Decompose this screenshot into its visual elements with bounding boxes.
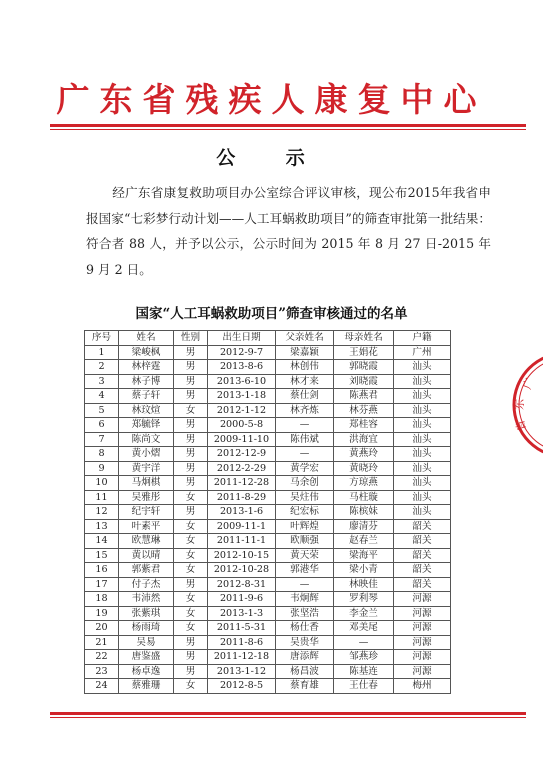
cell-name: 林玟煊 <box>119 403 174 418</box>
cell-father: 叶辉煌 <box>276 519 334 534</box>
cell-index: 23 <box>85 664 119 679</box>
cell-birthdate: 2013-6-10 <box>208 374 276 389</box>
cell-hometown: 汕头 <box>394 432 451 447</box>
cell-mother: 郑桂容 <box>334 418 394 433</box>
cell-mother: 王娟花 <box>334 345 394 360</box>
cell-index: 18 <box>85 592 119 607</box>
cell-hometown: 河源 <box>394 635 451 650</box>
cell-gender: 女 <box>174 548 208 563</box>
cell-index: 9 <box>85 461 119 476</box>
cell-gender: 男 <box>174 418 208 433</box>
cell-name: 陈尚文 <box>119 432 174 447</box>
cell-hometown: 汕头 <box>394 505 451 520</box>
cell-mother: 刘晓霞 <box>334 374 394 389</box>
table-row <box>85 461 451 476</box>
cell-index: 21 <box>85 635 119 650</box>
cell-father: 吴贵华 <box>276 635 334 650</box>
cell-name: 林子博 <box>119 374 174 389</box>
cell-birthdate: 2011-11-1 <box>208 534 276 549</box>
cell-gender: 男 <box>174 374 208 389</box>
table-row <box>85 519 451 534</box>
cell-father: 唐添辉 <box>276 650 334 665</box>
cell-index: 6 <box>85 418 119 433</box>
cell-name: 杨卓逸 <box>119 664 174 679</box>
cell-mother: 罗利琴 <box>334 592 394 607</box>
cell-mother: 梁小青 <box>334 563 394 578</box>
cell-hometown: 河源 <box>394 592 451 607</box>
cell-hometown: 韶关 <box>394 519 451 534</box>
cell-name: 张紫琪 <box>119 606 174 621</box>
footer-rule-thick <box>50 712 526 715</box>
cell-father: 张坚浩 <box>276 606 334 621</box>
letterhead-rule-thin <box>50 129 526 130</box>
cell-index: 4 <box>85 389 119 404</box>
cell-index: 16 <box>85 563 119 578</box>
cell-index: 12 <box>85 505 119 520</box>
cell-gender: 女 <box>174 606 208 621</box>
cell-name: 欧慧琳 <box>119 534 174 549</box>
cell-mother: 黄晓玲 <box>334 461 394 476</box>
cell-birthdate: 2011-12-18 <box>208 650 276 665</box>
cell-mother: 梁海平 <box>334 548 394 563</box>
cell-index: 24 <box>85 679 119 694</box>
cell-birthdate: 2013-8-6 <box>208 360 276 375</box>
cell-gender: 女 <box>174 490 208 505</box>
official-seal <box>508 330 543 480</box>
letterhead-rule-thick <box>50 124 526 127</box>
col-header-father: 父亲姓名 <box>276 331 334 346</box>
cell-hometown: 河源 <box>394 650 451 665</box>
cell-father: 蔡仕剑 <box>276 389 334 404</box>
cell-gender: 女 <box>174 592 208 607</box>
cell-name: 梁峻枫 <box>119 345 174 360</box>
cell-gender: 女 <box>174 534 208 549</box>
cell-gender: 男 <box>174 505 208 520</box>
cell-name: 黄小熠 <box>119 447 174 462</box>
col-header-mother: 母亲姓名 <box>334 331 394 346</box>
cell-mother: 林映佳 <box>334 577 394 592</box>
notice-title: 公 示 <box>216 147 327 169</box>
table-row <box>85 447 451 462</box>
cell-gender: 女 <box>174 621 208 636</box>
cell-father: 马余创 <box>276 476 334 491</box>
cell-name: 韦沛然 <box>119 592 174 607</box>
table-row <box>85 621 451 636</box>
cell-hometown: 汕头 <box>394 374 451 389</box>
cell-mother: 邹燕珍 <box>334 650 394 665</box>
table-row <box>85 563 451 578</box>
seal-text-2: 东 <box>513 398 527 411</box>
cell-index: 14 <box>85 534 119 549</box>
cell-father: 林齐炼 <box>276 403 334 418</box>
cell-birthdate: 2013-1-18 <box>208 389 276 404</box>
cell-mother: 李金兰 <box>334 606 394 621</box>
cell-father: 蔡育雄 <box>276 679 334 694</box>
table-row <box>85 505 451 520</box>
table-row <box>85 476 451 491</box>
cell-mother: 廖清芬 <box>334 519 394 534</box>
cell-hometown: 汕头 <box>394 447 451 462</box>
cell-birthdate: 2013-1-6 <box>208 505 276 520</box>
col-header-name: 姓名 <box>119 331 174 346</box>
cell-mother: 赵春兰 <box>334 534 394 549</box>
cell-gender: 男 <box>174 432 208 447</box>
cell-hometown: 汕头 <box>394 389 451 404</box>
table-row <box>85 606 451 621</box>
seal-text-1: 广 <box>520 376 537 392</box>
cell-mother: 陈燕君 <box>334 389 394 404</box>
cell-gender: 女 <box>174 403 208 418</box>
cell-mother: 郭晓霞 <box>334 360 394 375</box>
cell-mother: 林芬燕 <box>334 403 394 418</box>
cell-mother: 洪海宜 <box>334 432 394 447</box>
cell-index: 3 <box>85 374 119 389</box>
cell-birthdate: 2012-10-15 <box>208 548 276 563</box>
cell-hometown: 韶关 <box>394 577 451 592</box>
cell-name: 蔡雅珊 <box>119 679 174 694</box>
cell-index: 1 <box>85 345 119 360</box>
col-header-hometown: 户籍 <box>394 331 451 346</box>
cell-hometown: 韶关 <box>394 563 451 578</box>
cell-hometown: 汕头 <box>394 418 451 433</box>
approval-table <box>84 330 451 694</box>
cell-mother: 邓美尾 <box>334 621 394 636</box>
cell-name: 黄宇洋 <box>119 461 174 476</box>
cell-gender: 女 <box>174 563 208 578</box>
cell-index: 20 <box>85 621 119 636</box>
cell-father: 陈伟斌 <box>276 432 334 447</box>
cell-father: 韦炯辉 <box>276 592 334 607</box>
cell-name: 林梓霆 <box>119 360 174 375</box>
cell-hometown: 汕头 <box>394 360 451 375</box>
cell-father: 杨仕香 <box>276 621 334 636</box>
cell-birthdate: 2012-2-29 <box>208 461 276 476</box>
cell-gender: 男 <box>174 635 208 650</box>
cell-birthdate: 2013-1-12 <box>208 664 276 679</box>
cell-hometown: 韶关 <box>394 548 451 563</box>
cell-gender: 男 <box>174 577 208 592</box>
cell-name: 吴易 <box>119 635 174 650</box>
cell-gender: 男 <box>174 461 208 476</box>
table-row <box>85 679 451 694</box>
cell-hometown: 广州 <box>394 345 451 360</box>
cell-birthdate: 2011-8-29 <box>208 490 276 505</box>
cell-father: — <box>276 418 334 433</box>
cell-index: 10 <box>85 476 119 491</box>
cell-name: 付子杰 <box>119 577 174 592</box>
cell-birthdate: 2012-8-5 <box>208 679 276 694</box>
cell-name: 郭紫君 <box>119 563 174 578</box>
cell-gender: 男 <box>174 476 208 491</box>
cell-gender: 男 <box>174 360 208 375</box>
table-row <box>85 490 451 505</box>
cell-mother: 王仕春 <box>334 679 394 694</box>
cell-mother: 黄燕玲 <box>334 447 394 462</box>
table-row <box>85 360 451 375</box>
table-title: 国家“人工耳蜗救助项目”筛查审核通过的名单 <box>135 306 408 322</box>
table-row <box>85 592 451 607</box>
cell-mother: 方琼燕 <box>334 476 394 491</box>
cell-name: 叶素平 <box>119 519 174 534</box>
cell-hometown: 河源 <box>394 664 451 679</box>
cell-birthdate: 2013-1-3 <box>208 606 276 621</box>
cell-father: 杨昌波 <box>276 664 334 679</box>
cell-mother: 陈槟妹 <box>334 505 394 520</box>
cell-name: 吴雅彤 <box>119 490 174 505</box>
cell-name: 黄以晴 <box>119 548 174 563</box>
letterhead-title: 广东省残疾人康复中心 <box>56 80 487 119</box>
table-row <box>85 374 451 389</box>
cell-birthdate: 2012-1-12 <box>208 403 276 418</box>
notice-paragraph <box>86 180 491 282</box>
cell-gender: 男 <box>174 447 208 462</box>
cell-father: 郭港华 <box>276 563 334 578</box>
cell-birthdate: 2012-8-31 <box>208 577 276 592</box>
table-row <box>85 389 451 404</box>
table-row <box>85 664 451 679</box>
cell-index: 19 <box>85 606 119 621</box>
cell-gender: 男 <box>174 389 208 404</box>
cell-birthdate: 2011-9-6 <box>208 592 276 607</box>
cell-hometown: 河源 <box>394 621 451 636</box>
cell-hometown: 汕头 <box>394 490 451 505</box>
cell-gender: 男 <box>174 345 208 360</box>
table-row <box>85 418 451 433</box>
table-row <box>85 635 451 650</box>
cell-father: 吴炷伟 <box>276 490 334 505</box>
table-row <box>85 650 451 665</box>
cell-father: 欧顺强 <box>276 534 334 549</box>
footer-rule-thin <box>50 717 526 718</box>
cell-hometown: 梅州 <box>394 679 451 694</box>
notice-paragraph-text: 经广东省康复救助项目办公室综合评议审核，现公布2015年我省申报国家“七彩梦行动计划——人工耳蜗救助项目”的筛查审批第一批结果：符合者 88 人，并予以公示，公示时间为 2015 年 8 月 27 日-2015 年 9 月 2 日。 <box>86 185 491 277</box>
cell-father: 林才来 <box>276 374 334 389</box>
cell-hometown: 汕头 <box>394 461 451 476</box>
cell-index: 2 <box>85 360 119 375</box>
cell-birthdate: 2009-11-1 <box>208 519 276 534</box>
cell-index: 11 <box>85 490 119 505</box>
cell-hometown: 汕头 <box>394 476 451 491</box>
cell-birthdate: 2012-9-7 <box>208 345 276 360</box>
cell-birthdate: 2000-5-8 <box>208 418 276 433</box>
cell-birthdate: 2012-10-28 <box>208 563 276 578</box>
cell-gender: 男 <box>174 664 208 679</box>
table-row <box>85 577 451 592</box>
cell-index: 13 <box>85 519 119 534</box>
cell-name: 蔡子轩 <box>119 389 174 404</box>
cell-birthdate: 2011-8-6 <box>208 635 276 650</box>
cell-name: 唐鉴盛 <box>119 650 174 665</box>
cell-father: 林创伟 <box>276 360 334 375</box>
table-body <box>85 345 451 693</box>
cell-birthdate: 2009-11-10 <box>208 432 276 447</box>
cell-index: 5 <box>85 403 119 418</box>
col-header-birthdate: 出生日期 <box>208 331 276 346</box>
cell-name: 杨雨琦 <box>119 621 174 636</box>
cell-gender: 女 <box>174 679 208 694</box>
cell-index: 7 <box>85 432 119 447</box>
table-row <box>85 548 451 563</box>
cell-name: 马炯棋 <box>119 476 174 491</box>
cell-father: 黄学宏 <box>276 461 334 476</box>
col-header-gender: 性别 <box>174 331 208 346</box>
cell-birthdate: 2012-12-9 <box>208 447 276 462</box>
cell-mother: 马柱璇 <box>334 490 394 505</box>
seal-text-3: 省 <box>513 418 529 433</box>
table-row <box>85 534 451 549</box>
cell-father: 黄天荣 <box>276 548 334 563</box>
cell-birthdate: 2011-12-28 <box>208 476 276 491</box>
cell-father: 梁嘉颖 <box>276 345 334 360</box>
cell-index: 22 <box>85 650 119 665</box>
cell-mother: — <box>334 635 394 650</box>
cell-index: 17 <box>85 577 119 592</box>
cell-gender: 女 <box>174 519 208 534</box>
cell-gender: 男 <box>174 650 208 665</box>
cell-birthdate: 2011-5-31 <box>208 621 276 636</box>
cell-father: — <box>276 447 334 462</box>
col-header-index: 序号 <box>85 331 119 346</box>
cell-hometown: 韶关 <box>394 534 451 549</box>
table-row <box>85 345 451 360</box>
cell-name: 纪宇轩 <box>119 505 174 520</box>
cell-hometown: 汕头 <box>394 403 451 418</box>
cell-index: 8 <box>85 447 119 462</box>
table-row <box>85 432 451 447</box>
cell-mother: 陈基连 <box>334 664 394 679</box>
table-row <box>85 403 451 418</box>
cell-index: 15 <box>85 548 119 563</box>
cell-hometown: 河源 <box>394 606 451 621</box>
cell-father: — <box>276 577 334 592</box>
table-header-row <box>85 331 451 346</box>
cell-name: 郑毓铎 <box>119 418 174 433</box>
cell-father: 纪宏标 <box>276 505 334 520</box>
